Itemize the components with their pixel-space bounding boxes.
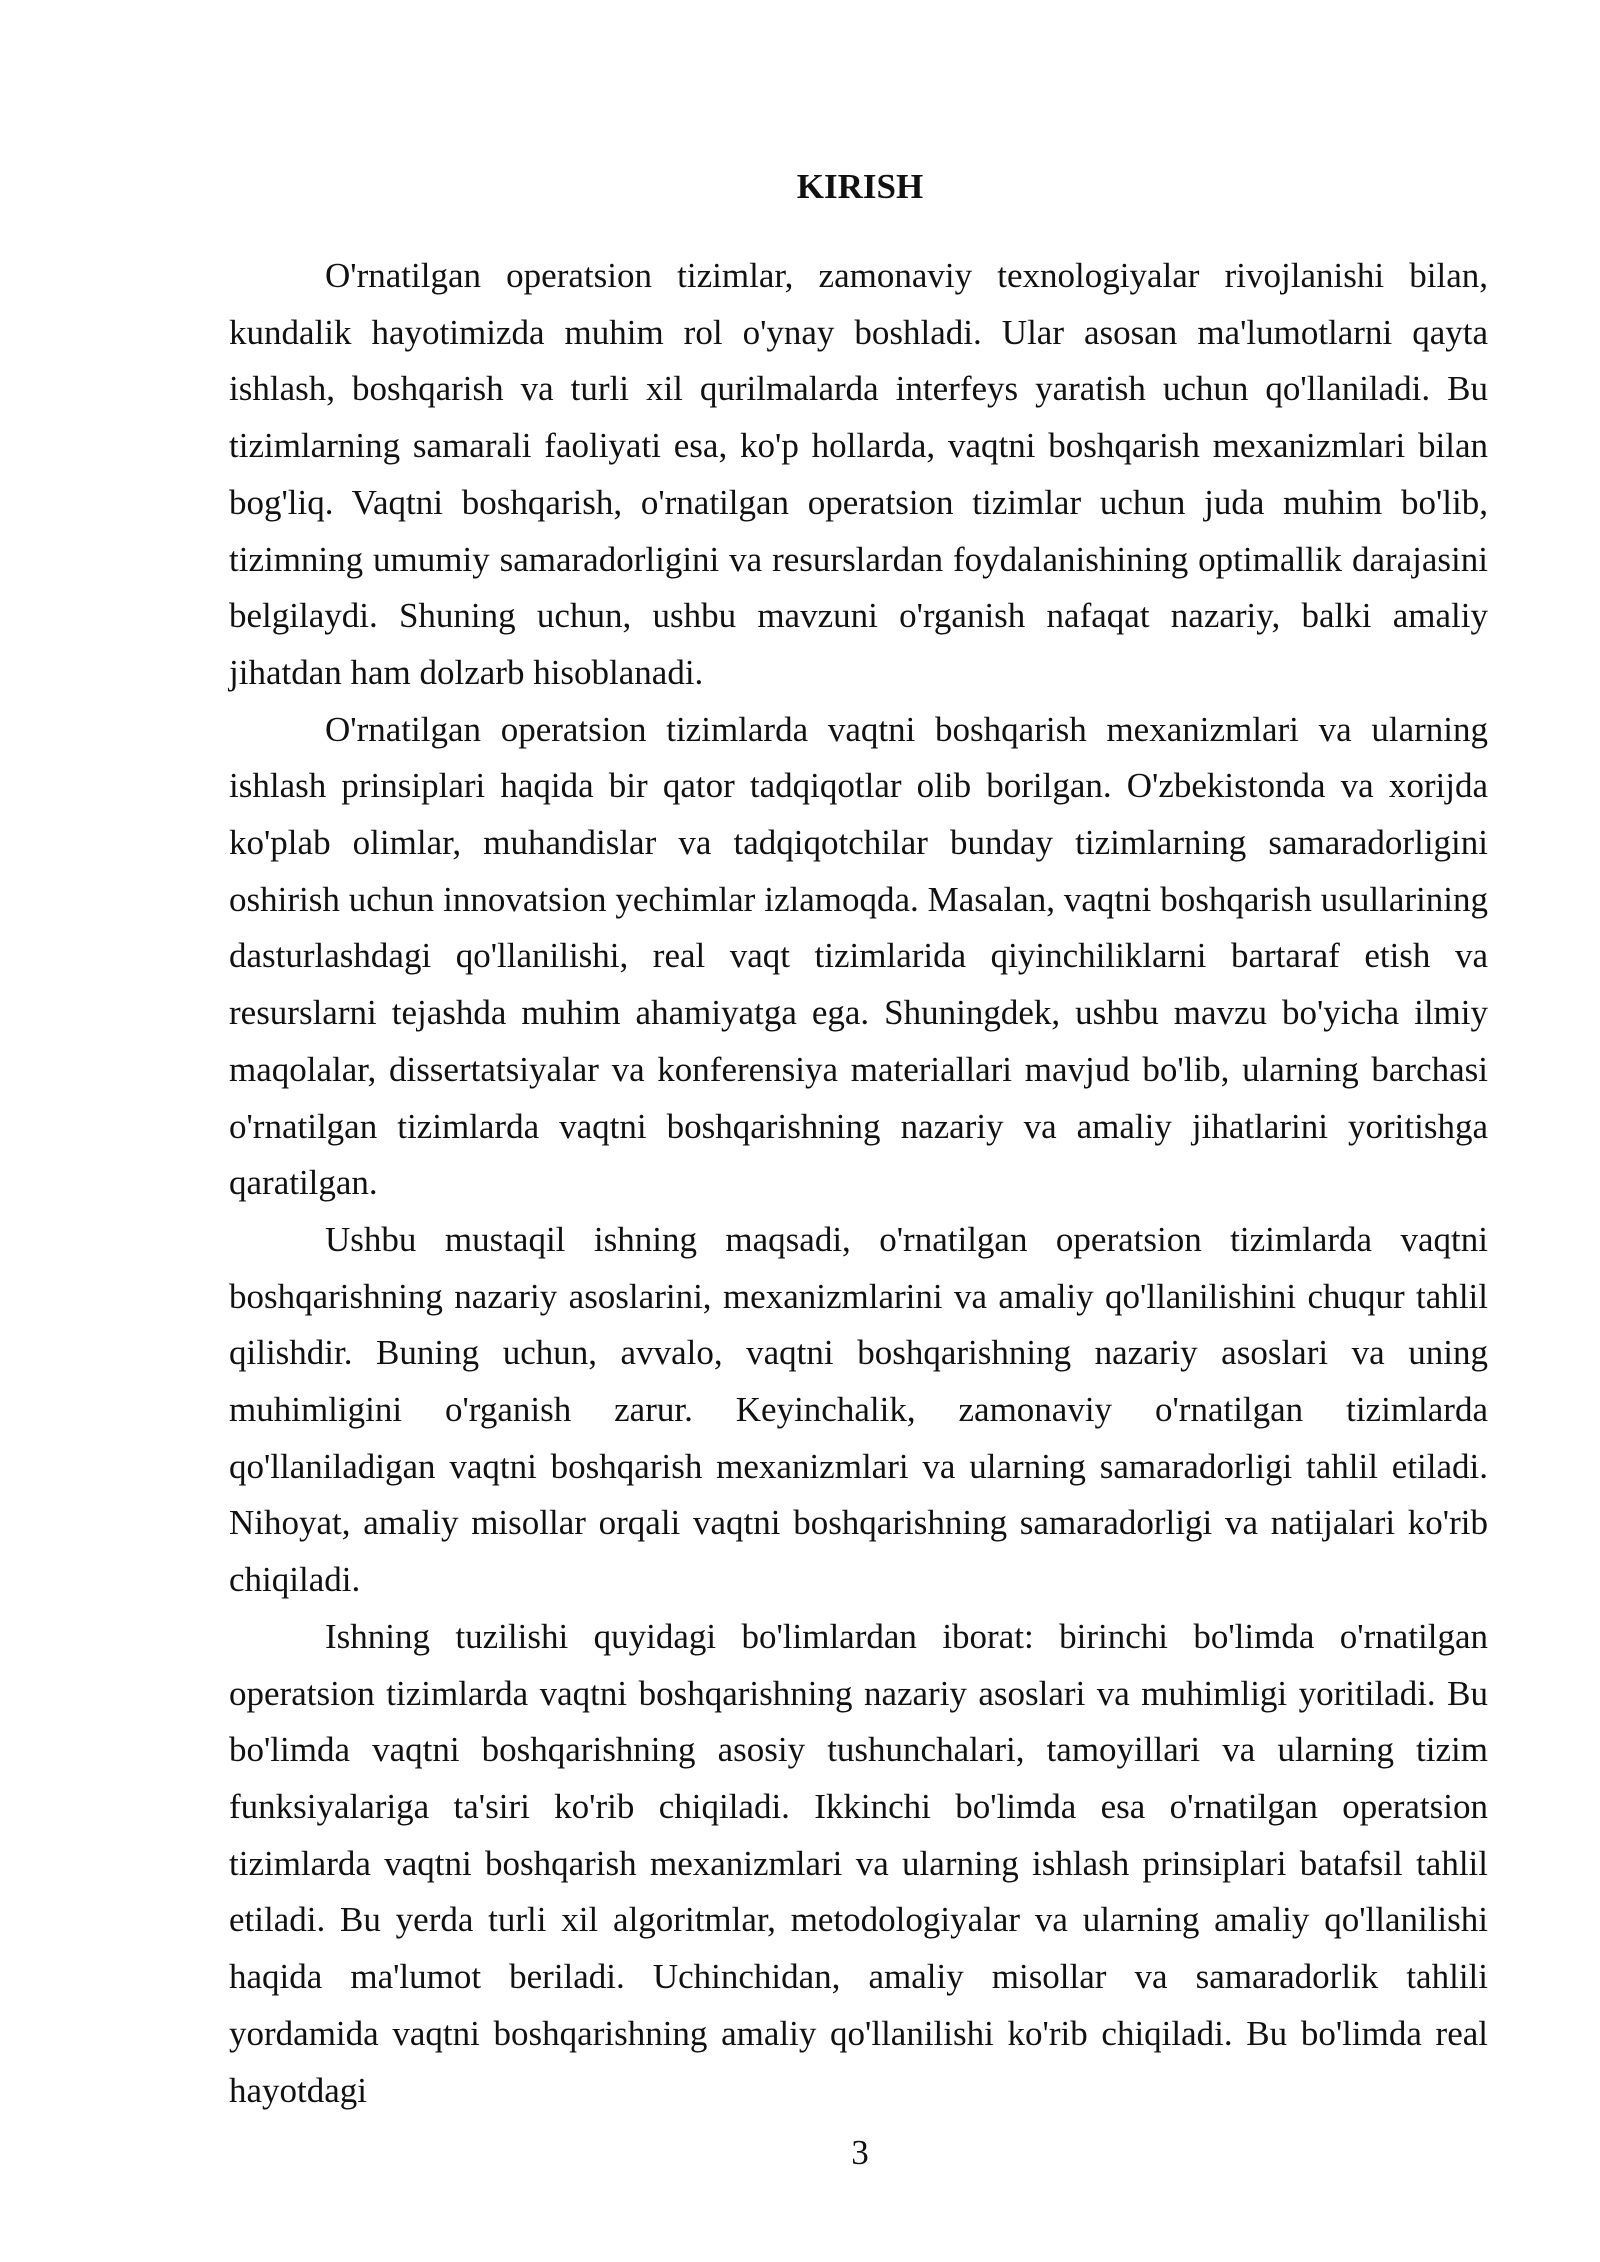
document-body: [229, 248, 1488, 2119]
paragraph-4: Ishning tuzilishi quyidagi bo'limlardan iborat: birinchi bo'limda o'rnatilgan operatsion tizimlarda vaqtni boshqarishning nazariy asoslari va muhimligi yoritiladi. Bu bo'limda vaqtni boshqarishning asosiy tushunchalari, tamoyillari va ularning tizim funksiyalariga ta'siri ko'rib chiqiladi. Ikkinchi bo'limda esa o'rnatilgan operatsion tizimlarda vaqtni boshqarish mexanizmlari va ularning ishlash prinsiplari batafsil tahlil etiladi. Bu yerda turli xil algoritmlar, metodologiyalar va ularning amaliy qo'llanilishi haqida ma'lumot beriladi. Uchinchidan, amaliy misollar va samaradorlik tahlili yordamida vaqtni boshqarishning amaliy qo'llanilishi ko'rib chiqiladi. Bu bo'limda real hayotdagi: [229, 1616, 1488, 2110]
page-title: KIRISH: [796, 167, 924, 206]
page-number: 3: [851, 2133, 869, 2172]
paragraph-3: Ushbu mustaqil ishning maqsadi, o'rnatilgan operatsion tizimlarda vaqtni boshqarishning nazariy asoslarini, mexanizmlarini va amaliy qo'llanilishini chuqur tahlil qilishdir. Buning uchun, avvalo, vaqtni boshqarishning nazariy asoslari va uning muhimligini o'rganish zarur. Keyinchalik, zamonaviy o'rnatilgan tizimlarda qo'llaniladigan vaqtni boshqarish mexanizmlari va ularning samaradorligi tahlil etiladi. Nihoyat, amaliy misollar orqali vaqtni boshqarishning samaradorligi va natijalari ko'rib chiqiladi.: [229, 1219, 1488, 1600]
paragraph-1: O'rnatilgan operatsion tizimlar, zamonaviy texnologiyalar rivojlanishi bilan, kundalik hayotimizda muhim rol o'ynay boshladi. Ular asosan ma'lumotlarni qayta ishlash, boshqarish va turli xil qurilmalarda interfeys yaratish uchun qo'llaniladi. Bu tizimlarning samarali faoliyati esa, ko'p hollarda, vaqtni boshqarish mexanizmlari bilan bog'liq. Vaqtni boshqarish, o'rnatilgan operatsion tizimlar uchun juda muhim bo'lib, tizimning umumiy samaradorligini va resurslardan foydalanishining optimallik darajasini belgilaydi. Shuning uchun, ushbu mavzuni o'rganish nafaqat nazariy, balki amaliy jihatdan ham dolzarb hisoblanadi.: [229, 256, 1488, 692]
paragraph-2: O'rnatilgan operatsion tizimlarda vaqtni boshqarish mexanizmlari va ularning ishlash prinsiplari haqida bir qator tadqiqotlar olib borilgan. O'zbekistonda va xorijda ko'plab olimlar, muhandislar va tadqiqotchilar bunday tizimlarning samaradorligini oshirish uchun innovatsion yechimlar izlamoqda. Masalan, vaqtni boshqarish usullarining dasturlashdagi qo'llanilishi, real vaqt tizimlarida qiyinchiliklarni bartaraf etish va resurslarni tejashda muhim ahamiyatga ega. Shuningdek, ushbu mavzu bo'yicha ilmiy maqolalar, dissertatsiyalar va konferensiya materiallari mavjud bo'lib, ularning barchasi o'rnatilgan tizimlarda vaqtni boshqarishning nazariy va amaliy jihatlarini yoritishga qaratilgan.: [229, 709, 1488, 1203]
